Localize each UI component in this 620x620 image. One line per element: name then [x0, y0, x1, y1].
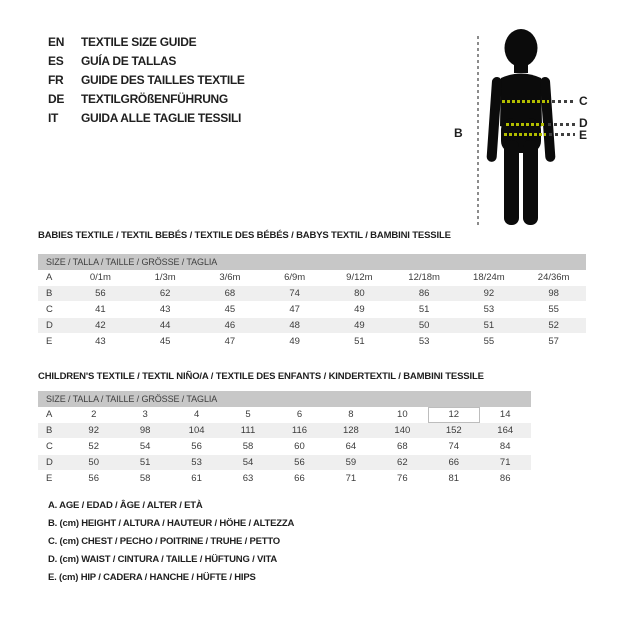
table-cell: 41 — [95, 304, 106, 315]
legend-age: A. AGE / EDAD / ÂGE / ALTER / ETÀ — [48, 500, 203, 511]
table-cell: 51 — [354, 336, 365, 347]
table-cell: 1/3m — [154, 272, 176, 283]
table-cell: 61 — [191, 473, 202, 484]
row-label: B — [46, 288, 53, 299]
table-cell: 52 — [88, 441, 99, 452]
table-cell: 3 — [142, 409, 148, 420]
table-cell: 49 — [354, 320, 365, 331]
table-cell: 68 — [397, 441, 408, 452]
height-label: B — [454, 126, 463, 140]
chest-extension-line — [552, 100, 575, 103]
lang-label: GUIDE DES TAILLES TEXTILE — [81, 73, 245, 87]
table-cell: 12 — [428, 407, 479, 423]
size-table-body — [38, 407, 531, 487]
table-cell: 60 — [294, 441, 305, 452]
table-cell: 71 — [345, 473, 357, 484]
table-cell: 12/18m — [408, 272, 440, 283]
table-cell: 56 — [191, 441, 202, 452]
table-cell: 4 — [193, 409, 200, 420]
table-row — [38, 455, 531, 471]
table-cell: 10 — [397, 409, 408, 420]
table-cell: 86 — [499, 473, 511, 484]
child-silhouette-icon — [468, 26, 578, 231]
table-cell: 54 — [242, 457, 254, 468]
lang-row-fr — [48, 71, 245, 90]
waist-measure-line — [506, 123, 545, 126]
table-cell: 8 — [348, 409, 354, 420]
children-size-table — [38, 391, 531, 487]
row-label: A — [46, 409, 53, 420]
height-measure-line — [477, 36, 479, 225]
row-label: D — [46, 320, 53, 331]
table-cell: 45 — [159, 336, 171, 347]
table-cell: 53 — [191, 457, 202, 468]
table-cell: 44 — [159, 320, 171, 331]
hip-label: E — [579, 128, 588, 142]
table-cell: 45 — [224, 304, 236, 315]
table-row — [38, 334, 586, 350]
babies-section-title: BABIES TEXTILE / TEXTIL BEBÉS / TEXTILE DES BÉBÉS / BABYS TEXTIL / BAMBINI TESSILE — [38, 230, 451, 241]
chest-measure-line — [502, 100, 549, 103]
size-table-header: SIZE / TALLA / TAILLE / GRÖSSE / TAGLIA — [38, 391, 531, 407]
lang-code: IT — [48, 111, 59, 125]
table-cell: 140 — [394, 425, 411, 436]
table-cell: 128 — [342, 425, 359, 436]
table-cell: 14 — [499, 409, 511, 420]
table-cell: 43 — [95, 336, 106, 347]
table-cell: 51 — [418, 304, 430, 315]
table-cell: 66 — [294, 473, 305, 484]
table-cell: 64 — [345, 441, 357, 452]
table-cell: 59 — [345, 457, 357, 468]
lang-label: GUIDA ALLE TAGLIE TESSILI — [81, 111, 242, 125]
table-cell: 86 — [418, 288, 430, 299]
lang-row-es — [48, 52, 245, 71]
table-cell: 98 — [548, 288, 559, 299]
hip-measure-line — [504, 133, 546, 136]
legend-hip: E. (cm) HIP / CADERA / HANCHE / HÜFTE / HIPS — [48, 572, 256, 583]
table-cell: 58 — [139, 473, 151, 484]
table-cell: 74 — [289, 288, 300, 299]
table-cell: 84 — [499, 441, 511, 452]
table-cell: 49 — [289, 336, 300, 347]
lang-row-en — [48, 33, 245, 52]
table-cell: 74 — [448, 441, 460, 452]
lang-code: FR — [48, 73, 64, 87]
row-label: C — [46, 304, 53, 315]
language-list — [48, 33, 245, 128]
table-cell: 71 — [499, 457, 511, 468]
measurement-legend — [48, 497, 294, 587]
lang-code: ES — [48, 54, 64, 68]
table-cell: 49 — [354, 304, 365, 315]
table-cell: 56 — [294, 457, 305, 468]
table-cell: 57 — [548, 336, 559, 347]
table-cell: 56 — [88, 473, 99, 484]
row-label: E — [46, 336, 53, 347]
table-cell: 50 — [88, 457, 99, 468]
row-label: E — [46, 473, 53, 484]
table-cell: 104 — [188, 425, 205, 436]
table-cell: 56 — [95, 288, 106, 299]
table-cell: 46 — [224, 320, 236, 331]
waist-label: D — [579, 116, 588, 130]
legend-height: B. (cm) HEIGHT / ALTURA / HAUTEUR / HÖHE / ALTEZZA — [48, 518, 295, 529]
table-row — [38, 302, 586, 318]
size-table-body — [38, 270, 586, 350]
size-table-header: SIZE / TALLA / TAILLE / GRÖSSE / TAGLIA — [38, 254, 586, 270]
row-label: A — [46, 272, 53, 283]
table-cell: 116 — [291, 425, 308, 436]
table-cell: 51 — [139, 457, 151, 468]
table-cell: 18/24m — [473, 272, 505, 283]
table-cell: 24/36m — [537, 272, 570, 283]
waist-extension-line — [548, 123, 575, 126]
table-cell: 55 — [548, 304, 559, 315]
table-cell: 48 — [289, 320, 300, 331]
table-cell: 53 — [483, 304, 495, 315]
table-cell: 164 — [497, 425, 514, 436]
table-cell: 42 — [95, 320, 106, 331]
table-row — [38, 439, 531, 455]
table-cell: 111 — [240, 425, 256, 436]
table-cell: 51 — [483, 320, 495, 331]
table-cell: 3/6m — [219, 272, 241, 283]
table-cell: 43 — [159, 304, 171, 315]
lang-label: TEXTILE SIZE GUIDE — [81, 35, 197, 49]
table-cell: 63 — [242, 473, 254, 484]
table-cell: 54 — [139, 441, 151, 452]
row-label: B — [46, 425, 53, 436]
table-row — [38, 471, 531, 487]
row-label: D — [46, 457, 53, 468]
table-cell: 47 — [224, 336, 236, 347]
table-cell: 81 — [448, 473, 460, 484]
table-cell: 55 — [483, 336, 495, 347]
table-cell: 53 — [418, 336, 430, 347]
table-cell: 9/12m — [346, 272, 373, 283]
table-cell: 80 — [354, 288, 365, 299]
table-cell: 58 — [242, 441, 254, 452]
chest-label: C — [579, 94, 588, 108]
table-cell: 0/1m — [89, 272, 111, 283]
table-cell: 5 — [245, 409, 251, 420]
children-section-title: CHILDREN'S TEXTILE / TEXTIL NIÑO/A / TEXTILE DES ENFANTS / KINDERTEXTIL / BAMBINI TESSILE — [38, 371, 484, 382]
table-row — [38, 318, 586, 334]
table-cell: 62 — [397, 457, 408, 468]
babies-size-table — [38, 254, 586, 350]
legend-chest: C. (cm) CHEST / PECHO / POITRINE / TRUHE / PETTO — [48, 536, 280, 547]
legend-waist: D. (cm) WAIST / CINTURA / TAILLE / HÜFTUNG / VITA — [48, 554, 278, 565]
table-cell: 66 — [448, 457, 460, 468]
table-row — [38, 407, 531, 423]
table-cell: 62 — [159, 288, 171, 299]
table-row — [38, 286, 586, 302]
table-cell: 152 — [445, 425, 462, 436]
table-cell: 2 — [91, 409, 97, 420]
table-cell: 68 — [224, 288, 236, 299]
table-cell: 76 — [397, 473, 408, 484]
table-row — [38, 423, 531, 439]
lang-row-it — [48, 109, 245, 128]
hip-extension-line — [549, 133, 575, 136]
lang-code: DE — [48, 92, 65, 106]
table-cell: 98 — [139, 425, 151, 436]
row-label: C — [46, 441, 53, 452]
table-cell: 92 — [483, 288, 495, 299]
lang-label: GUÍA DE TALLAS — [81, 54, 177, 68]
table-cell: 6 — [296, 409, 303, 420]
table-cell: 92 — [88, 425, 99, 436]
table-row — [38, 270, 586, 286]
lang-label: TEXTILGRÖßENFÜHRUNG — [81, 92, 228, 106]
table-cell: 50 — [418, 320, 430, 331]
lang-code: EN — [48, 35, 65, 49]
table-cell: 47 — [289, 304, 300, 315]
table-cell: 52 — [548, 320, 559, 331]
lang-row-de — [48, 90, 245, 109]
table-cell: 6/9m — [284, 272, 306, 283]
